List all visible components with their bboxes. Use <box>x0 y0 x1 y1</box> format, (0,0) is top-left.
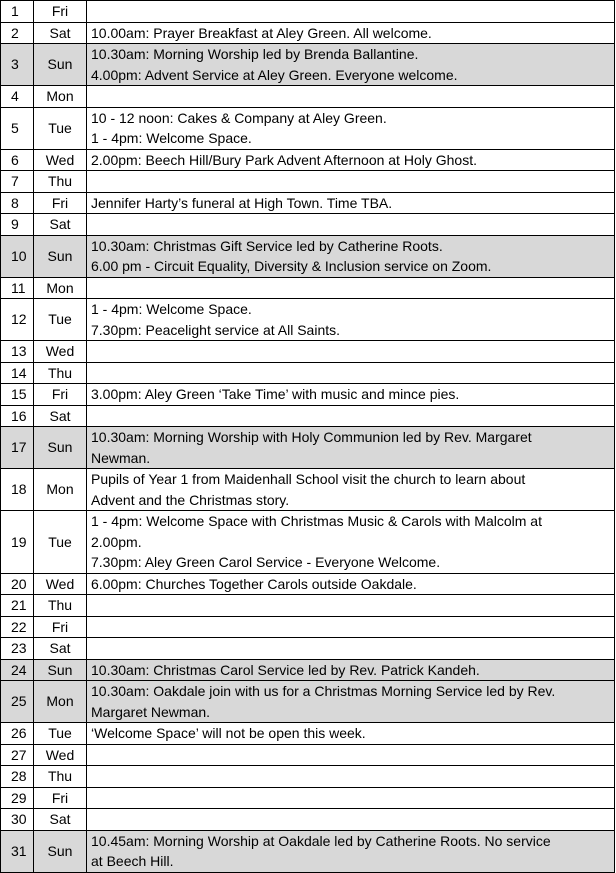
table-row <box>1 469 615 511</box>
event-line: 10.30am: Oakdale join with us for a Christmas Morning Service led by Rev. <box>91 683 556 699</box>
event-description-cell <box>87 511 615 574</box>
date-number-cell: 5 <box>1 107 34 149</box>
event-description-cell <box>87 573 615 595</box>
event-line: 10.30am: Christmas Carol Service led by Rev. Patrick Kandeh. <box>91 661 480 678</box>
day-of-week-cell: Thu <box>34 171 87 193</box>
table-row <box>1 405 615 427</box>
event-description-cell <box>87 86 615 108</box>
table-row <box>1 787 615 809</box>
day-of-week-cell: Fri <box>34 616 87 638</box>
day-of-week-cell: Mon <box>34 469 87 511</box>
event-description-cell <box>87 299 615 341</box>
day-of-week-cell: Wed <box>34 341 87 363</box>
date-number-cell: 25 <box>1 681 34 723</box>
event-line: 10.30am: Morning Worship led by Brenda Ballantine. <box>91 46 419 62</box>
date-number-cell: 26 <box>1 723 34 745</box>
date-number-cell: 10 <box>1 235 34 277</box>
day-of-week-cell: Fri <box>34 787 87 809</box>
event-description-cell <box>87 744 615 766</box>
table-row <box>1 107 615 149</box>
event-description-cell <box>87 277 615 299</box>
date-number-cell: 28 <box>1 766 34 788</box>
table-row <box>1 22 615 44</box>
table-row <box>1 595 615 617</box>
event-line: 1 - 4pm: Welcome Space with Christmas Music & Carols with Malcolm at <box>91 513 542 529</box>
day-of-week-cell: Thu <box>34 766 87 788</box>
date-number-cell: 23 <box>1 638 34 660</box>
event-description-cell <box>87 362 615 384</box>
table-row <box>1 511 615 574</box>
table-row <box>1 341 615 363</box>
event-description-cell <box>87 830 615 872</box>
day-of-week-cell: Fri <box>34 192 87 214</box>
table-row <box>1 299 615 341</box>
event-line: 7.30pm: Peacelight service at All Saints. <box>91 321 341 338</box>
date-number-cell: 3 <box>1 44 34 86</box>
table-row <box>1 192 615 214</box>
calendar-body <box>1 1 615 873</box>
event-description-cell <box>87 384 615 406</box>
day-of-week-cell: Mon <box>34 277 87 299</box>
table-row <box>1 809 615 831</box>
date-number-cell: 13 <box>1 341 34 363</box>
table-row <box>1 235 615 277</box>
day-of-week-cell: Tue <box>34 723 87 745</box>
day-of-week-cell: Mon <box>34 86 87 108</box>
date-number-cell: 20 <box>1 573 34 595</box>
date-number-cell: 24 <box>1 659 34 681</box>
date-number-cell: 15 <box>1 384 34 406</box>
table-row <box>1 1 615 23</box>
day-of-week-cell: Fri <box>34 1 87 23</box>
day-of-week-cell: Thu <box>34 595 87 617</box>
event-description-cell <box>87 766 615 788</box>
date-number-cell: 31 <box>1 830 34 872</box>
table-row <box>1 214 615 236</box>
event-line: 10.30am: Christmas Gift Service led by Catherine Roots. <box>91 237 443 254</box>
day-of-week-cell: Sat <box>34 405 87 427</box>
date-number-cell: 27 <box>1 744 34 766</box>
event-line: 7.30pm: Aley Green Carol Service - Everyone Welcome. <box>91 554 441 570</box>
event-line: 2.00pm. <box>91 533 142 550</box>
event-description-cell <box>87 638 615 660</box>
event-description-cell <box>87 149 615 171</box>
date-number-cell: 14 <box>1 362 34 384</box>
day-of-week-cell: Thu <box>34 362 87 384</box>
day-of-week-cell: Sun <box>34 830 87 872</box>
event-description-cell <box>87 341 615 363</box>
event-description-cell <box>87 107 615 149</box>
day-of-week-cell: Mon <box>34 681 87 723</box>
event-line: 10.45am: Morning Worship at Oakdale led by Catherine Roots. No service <box>91 832 551 849</box>
event-line: Margaret Newman. <box>91 703 211 720</box>
table-row <box>1 277 615 299</box>
event-line: 1 - 4pm: Welcome Space. <box>91 130 252 146</box>
event-description-cell <box>87 616 615 638</box>
event-line: 4.00pm: Advent Service at Aley Green. Everyone welcome. <box>91 66 458 83</box>
event-description-cell <box>87 405 615 427</box>
day-of-week-cell: Sat <box>34 214 87 236</box>
table-row <box>1 723 615 745</box>
table-row <box>1 427 615 469</box>
event-line: 6.00 pm - Circuit Equality, Diversity & Inclusion service on Zoom. <box>91 258 492 274</box>
date-number-cell: 22 <box>1 616 34 638</box>
date-number-cell: 16 <box>1 405 34 427</box>
table-row <box>1 616 615 638</box>
table-row <box>1 659 615 681</box>
event-line: 3.00pm: Aley Green ‘Take Time’ with music and mince pies. <box>91 386 460 402</box>
event-line: 2.00pm: Beech Hill/Bury Park Advent Afternoon at Holy Ghost. <box>91 151 477 168</box>
date-number-cell: 21 <box>1 595 34 617</box>
event-description-cell <box>87 44 615 86</box>
table-row <box>1 681 615 723</box>
event-line: 6.00pm: Churches Together Carols outside Oakdale. <box>91 575 417 592</box>
day-of-week-cell: Sat <box>34 22 87 44</box>
table-row <box>1 149 615 171</box>
event-description-cell <box>87 469 615 511</box>
date-number-cell: 1 <box>1 1 34 23</box>
table-row <box>1 638 615 660</box>
day-of-week-cell: Sat <box>34 638 87 660</box>
date-number-cell: 17 <box>1 427 34 469</box>
event-line: Pupils of Year 1 from Maidenhall School visit the church to learn about <box>91 471 526 487</box>
event-description-cell <box>87 214 615 236</box>
date-number-cell: 6 <box>1 149 34 171</box>
table-row <box>1 171 615 193</box>
day-of-week-cell: Sun <box>34 427 87 469</box>
event-line: 10.30am: Morning Worship with Holy Communion led by Rev. Margaret <box>91 429 532 445</box>
event-line: Jennifer Harty’s funeral at High Town. Time TBA. <box>91 194 393 211</box>
event-description-cell <box>87 787 615 809</box>
date-number-cell: 18 <box>1 469 34 511</box>
date-number-cell: 30 <box>1 809 34 831</box>
day-of-week-cell: Tue <box>34 299 87 341</box>
table-row <box>1 766 615 788</box>
event-description-cell <box>87 235 615 277</box>
table-row <box>1 744 615 766</box>
table-row <box>1 830 615 872</box>
day-of-week-cell: Sat <box>34 809 87 831</box>
event-line: 10 - 12 noon: Cakes & Company at Aley Green. <box>91 109 387 126</box>
day-of-week-cell: Sun <box>34 659 87 681</box>
date-number-cell: 19 <box>1 511 34 574</box>
event-line: ‘Welcome Space’ will not be open this week. <box>91 725 366 741</box>
date-number-cell: 9 <box>1 214 34 236</box>
table-row <box>1 573 615 595</box>
day-of-week-cell: Tue <box>34 511 87 574</box>
event-line: at Beech Hill. <box>91 853 174 869</box>
event-description-cell <box>87 723 615 745</box>
date-number-cell: 8 <box>1 192 34 214</box>
event-description-cell <box>87 595 615 617</box>
day-of-week-cell: Tue <box>34 107 87 149</box>
day-of-week-cell: Sun <box>34 235 87 277</box>
event-description-cell <box>87 659 615 681</box>
table-row <box>1 362 615 384</box>
table-row <box>1 384 615 406</box>
event-line: 10.00am: Prayer Breakfast at Aley Green. All welcome. <box>91 24 432 41</box>
day-of-week-cell: Wed <box>34 573 87 595</box>
table-row <box>1 44 615 86</box>
date-number-cell: 7 <box>1 171 34 193</box>
date-number-cell: 4 <box>1 86 34 108</box>
day-of-week-cell: Sun <box>34 44 87 86</box>
table-row <box>1 86 615 108</box>
event-line: Newman. <box>91 449 151 466</box>
date-number-cell: 12 <box>1 299 34 341</box>
day-of-week-cell: Wed <box>34 744 87 766</box>
event-description-cell <box>87 681 615 723</box>
event-line: 1 - 4pm: Welcome Space. <box>91 301 252 317</box>
event-description-cell <box>87 809 615 831</box>
date-number-cell: 2 <box>1 22 34 44</box>
event-description-cell <box>87 192 615 214</box>
day-of-week-cell: Fri <box>34 384 87 406</box>
day-of-week-cell: Wed <box>34 149 87 171</box>
date-number-cell: 11 <box>1 277 34 299</box>
event-description-cell <box>87 22 615 44</box>
event-description-cell <box>87 171 615 193</box>
event-description-cell <box>87 427 615 469</box>
event-line: Advent and the Christmas story. <box>91 491 290 508</box>
event-description-cell <box>87 1 615 23</box>
date-number-cell: 29 <box>1 787 34 809</box>
